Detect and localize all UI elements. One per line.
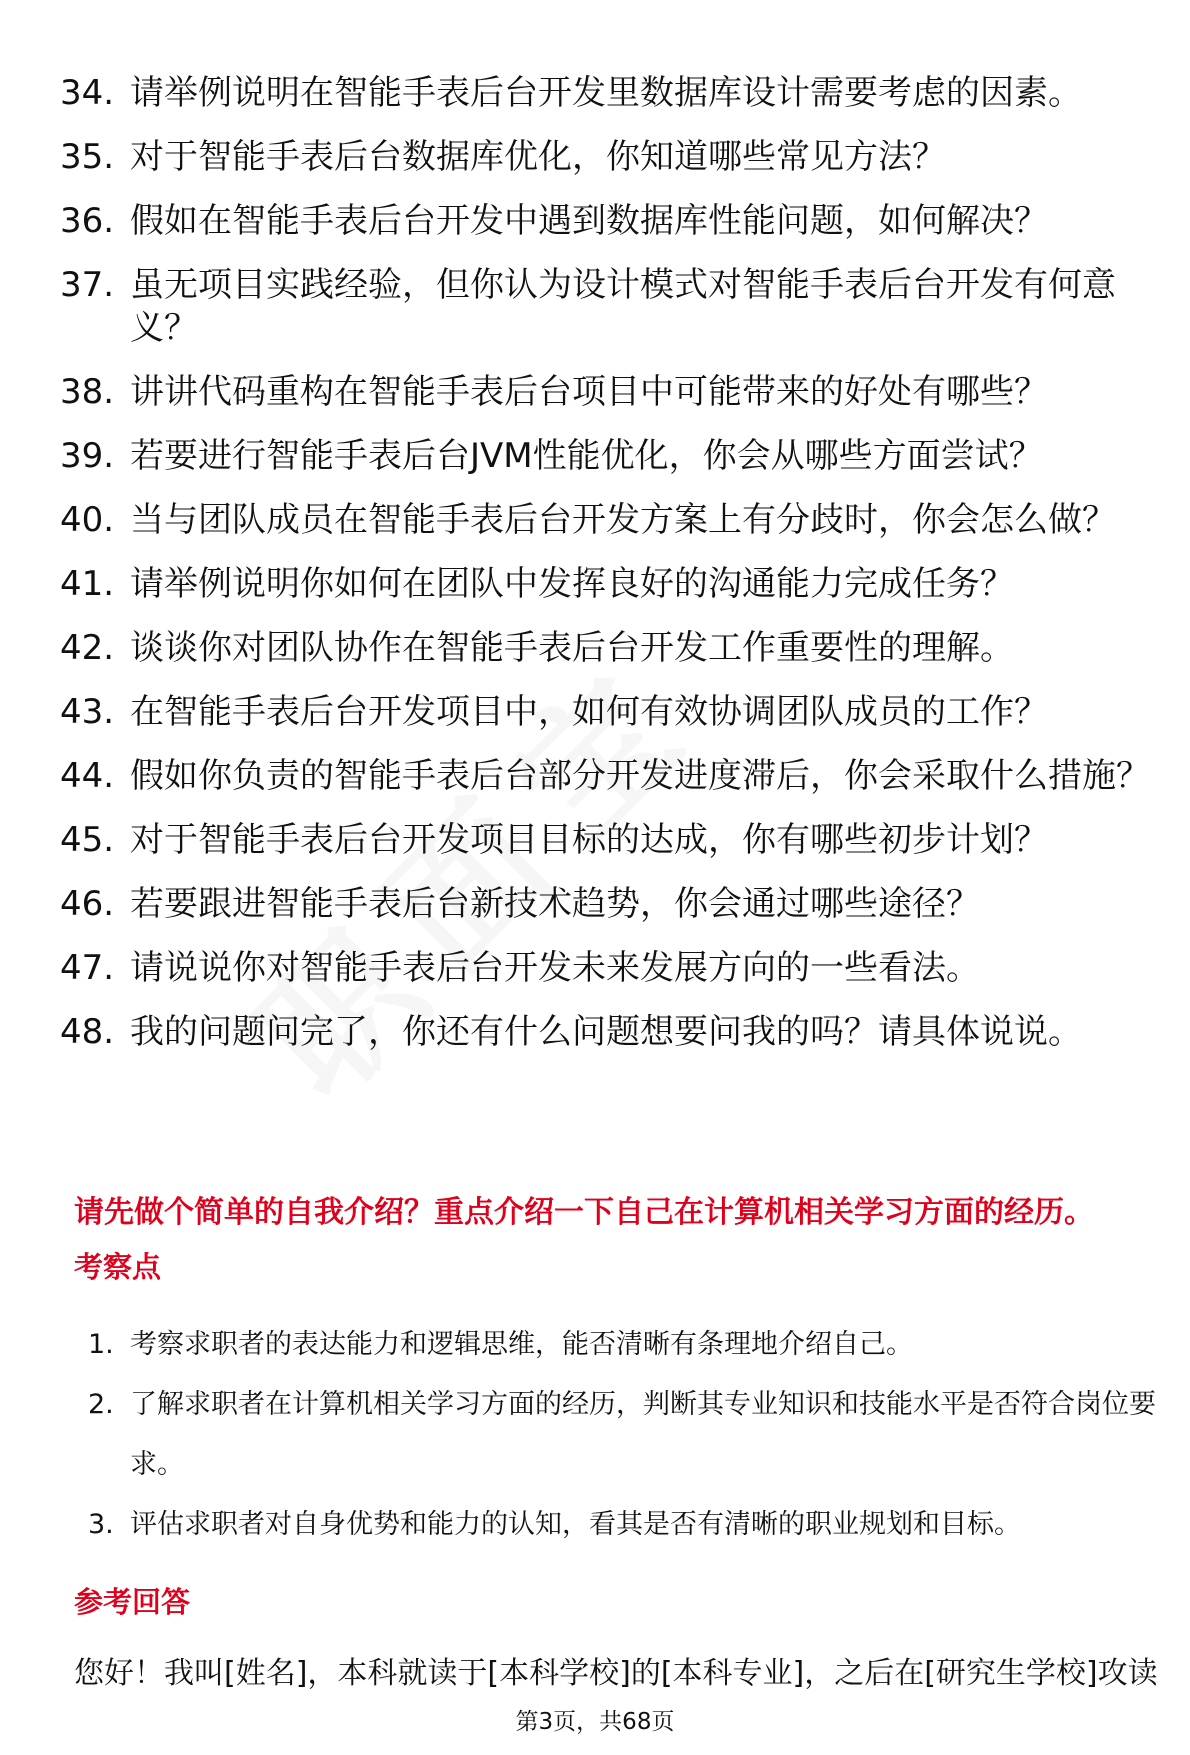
question-number: 46.: [60, 884, 115, 924]
question-text: 若要进行智能手表后台JVM性能优化，你会从哪些方面尝试？: [130, 436, 1043, 476]
question-number: 47.: [60, 948, 115, 988]
reference-answer-heading: 参考回答: [74, 1585, 191, 1619]
question-item: [60, 1011, 1150, 1054]
question-text: 请举例说明在智能手表后台开发里数据库设计需要考虑的因素。: [130, 73, 1082, 113]
question-text: 假如你负责的智能手表后台部分开发进度滞后，你会采取什么措施？: [130, 756, 1150, 796]
list-item-text: 了解求职者在计算机相关学习方面的经历，判断其专业知识和技能水平是否符合岗位要求。: [130, 1389, 1156, 1480]
page-footer: 第3页，共68页: [515, 1709, 675, 1735]
question-text: 我的问题问完了，你还有什么问题想要问我的吗？请具体说说。: [130, 1012, 1082, 1052]
question-number: 35.: [60, 137, 115, 177]
question-number: 36.: [60, 201, 115, 241]
question-item: [60, 435, 1150, 478]
question-text: 若要跟进智能手表后台新技术趋势，你会通过哪些途径？: [130, 884, 980, 924]
question-text: 对于智能手表后台开发项目目标的达成，你有哪些初步计划？: [130, 820, 1048, 860]
question-number: 37.: [60, 265, 115, 305]
question-item: [60, 755, 1150, 798]
question-item: [60, 72, 1150, 115]
question-text: 对于智能手表后台数据库优化，你知道哪些常见方法？: [130, 137, 946, 177]
question-text: 请说说你对智能手表后台开发未来发展方向的一些看法。: [130, 948, 980, 988]
question-number: 43.: [60, 692, 115, 732]
question-item: [60, 883, 1150, 926]
question-item: [60, 627, 1150, 670]
question-number: 42.: [60, 628, 115, 668]
question-item: [60, 371, 1150, 414]
question-item: [60, 819, 1150, 862]
question-item: [60, 947, 1150, 990]
question-item: [60, 691, 1150, 734]
list-item-number: 3.: [88, 1509, 114, 1540]
question-list: [60, 72, 1150, 1075]
question-text: 讲讲代码重构在智能手表后台项目中可能带来的好处有哪些？: [130, 372, 1048, 412]
question-number: 48.: [60, 1012, 115, 1052]
list-item-number: 2.: [88, 1389, 114, 1420]
question-item: [60, 499, 1150, 542]
list-item-text: 考察求职者的表达能力和逻辑思维，能否清晰有条理地介绍自己。: [130, 1329, 913, 1360]
question-text: 虽无项目实践经验，但你认为设计模式对智能手表后台开发有何意义？: [130, 265, 1116, 348]
question-number: 45.: [60, 820, 115, 860]
question-item: [60, 264, 1150, 350]
question-number: 38.: [60, 372, 115, 412]
question-text: 谈谈你对团队协作在智能手表后台开发工作重要性的理解。: [130, 628, 1014, 668]
check-points-heading: 考察点: [74, 1250, 162, 1284]
list-item-text: 评估求职者对自身优势和能力的认知，看其是否有清晰的职业规划和目标。: [130, 1509, 1021, 1540]
section-title: 请先做个简单的自我介绍？重点介绍一下自己在计算机相关学习方面的经历。: [74, 1195, 1094, 1230]
reference-answer-text: 您好！我叫[姓名]，本科就读于[本科学校]的[本科专业]，之后在[研究生学校]攻读: [74, 1656, 1158, 1691]
question-number: 34.: [60, 73, 115, 113]
check-points-list: [88, 1315, 1158, 1555]
question-text: 当与团队成员在智能手表后台开发方案上有分歧时，你会怎么做？: [130, 500, 1116, 540]
question-text: 请举例说明你如何在团队中发挥良好的沟通能力完成任务？: [130, 564, 1014, 604]
question-item: [60, 136, 1150, 179]
list-item: [88, 1495, 1158, 1555]
question-item: [60, 563, 1150, 606]
list-item: [88, 1315, 1158, 1375]
question-item: [60, 200, 1150, 243]
question-number: 44.: [60, 756, 115, 796]
question-number: 39.: [60, 436, 115, 476]
list-item: [88, 1375, 1158, 1495]
list-item-number: 1.: [88, 1329, 114, 1360]
question-number: 40.: [60, 500, 115, 540]
question-number: 41.: [60, 564, 115, 604]
question-text: 假如在智能手表后台开发中遇到数据库性能问题，如何解决？: [130, 201, 1048, 241]
question-text: 在智能手表后台开发项目中，如何有效协调团队成员的工作？: [130, 692, 1048, 732]
